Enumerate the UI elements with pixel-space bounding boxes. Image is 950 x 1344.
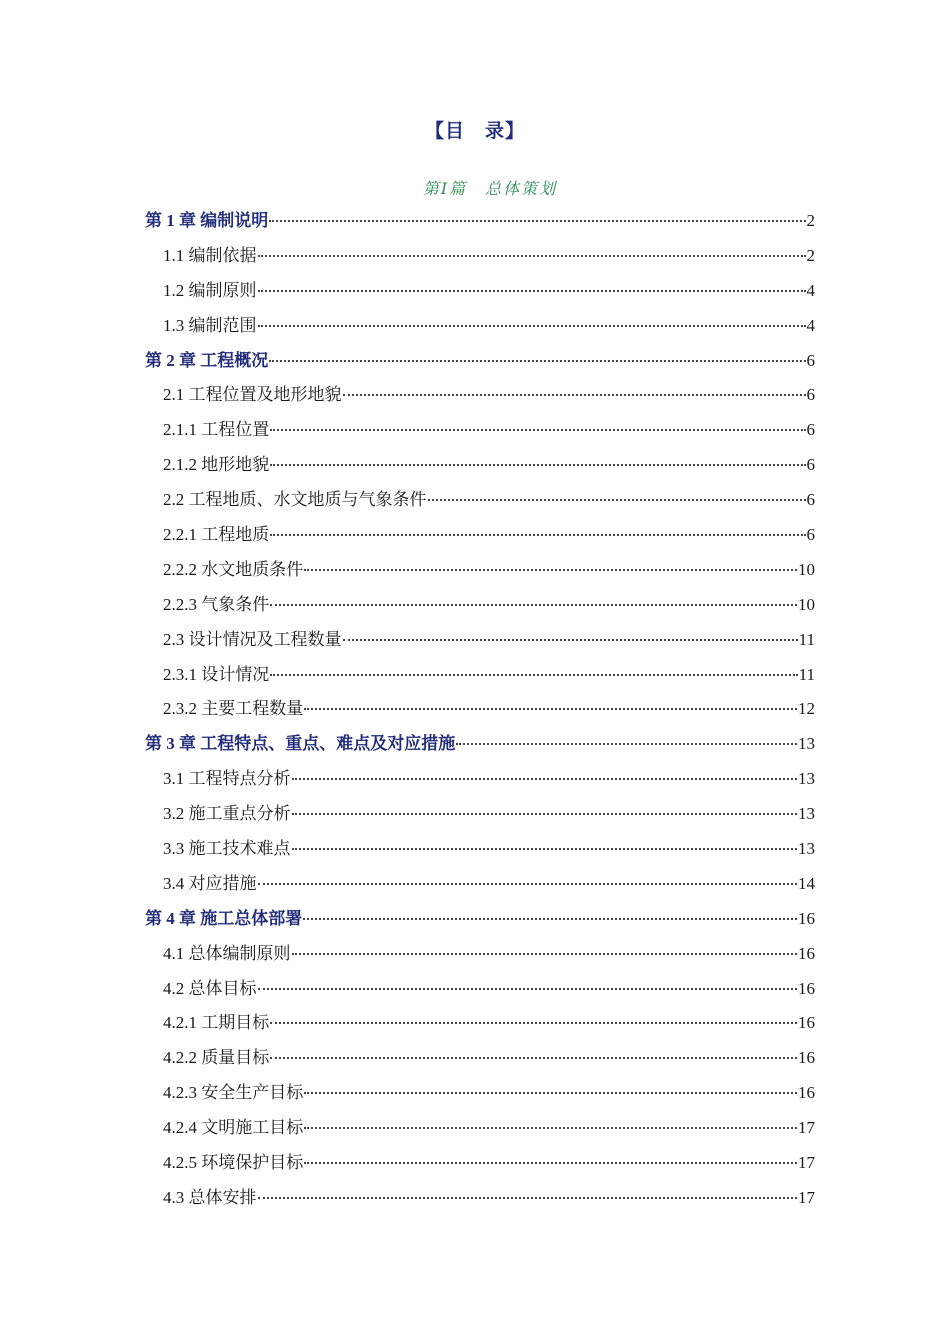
toc-dot-leader: [258, 324, 806, 327]
toc-page-number: 6: [806, 420, 815, 440]
toc-dot-leader: [304, 1126, 797, 1129]
toc-page-number: 4: [806, 280, 815, 300]
toc-page-number: 16: [798, 978, 815, 998]
toc-entry-label: 2.3.2 主要工程数量: [163, 699, 304, 719]
part-title: 第Ⅰ篇 总体策划: [422, 181, 558, 198]
toc-entry-label: 3.1 工程特点分析: [163, 769, 291, 789]
toc-chapter-entry[interactable]: [145, 344, 815, 379]
toc-dot-leader: [304, 707, 797, 710]
toc-entry-label: 1.3 编制范围: [163, 315, 257, 335]
toc-section-entry[interactable]: [145, 797, 815, 832]
toc-page-number: 6: [806, 350, 815, 370]
toc-dot-leader: [456, 742, 797, 745]
toc-page-number: 6: [806, 490, 815, 510]
toc-dot-leader: [270, 1021, 797, 1024]
toc-entry-label: 第 3 章 工程特点、重点、难点及对应措施: [145, 734, 456, 754]
toc-page-number: 10: [798, 559, 815, 579]
toc-dot-leader: [292, 777, 798, 780]
toc-entry-label: 2.2.1 工程地质: [163, 525, 270, 545]
toc-dot-leader: [270, 1056, 797, 1059]
toc-section-entry[interactable]: [145, 239, 815, 274]
toc-entry-label: 4.2.5 环境保护目标: [163, 1153, 304, 1173]
toc-page-number: 6: [806, 385, 815, 405]
toc-section-entry[interactable]: [145, 1181, 815, 1216]
toc-dot-leader: [304, 1161, 797, 1164]
toc-heading: 【目 录】: [424, 121, 525, 142]
toc-dot-leader: [428, 498, 806, 501]
toc-section-entry[interactable]: [145, 937, 815, 972]
toc-dot-leader: [270, 428, 805, 431]
toc-section-entry[interactable]: [145, 692, 815, 727]
table-of-contents: [145, 204, 815, 1216]
toc-entry-label: 1.1 编制依据: [163, 245, 257, 265]
toc-chapter-entry[interactable]: [145, 727, 815, 762]
toc-dot-leader: [343, 638, 798, 641]
toc-chapter-entry[interactable]: [145, 204, 815, 239]
toc-page-number: 14: [798, 873, 815, 893]
toc-dot-leader: [292, 847, 798, 850]
toc-page-number: 16: [798, 1048, 815, 1068]
toc-entry-label: 4.2 总体目标: [163, 978, 257, 998]
toc-page-number: 17: [798, 1118, 815, 1138]
toc-dot-leader: [258, 987, 798, 990]
toc-section-entry[interactable]: [145, 867, 815, 902]
toc-page-number: 16: [798, 908, 815, 928]
toc-entry-label: 第 2 章 工程概况: [145, 350, 269, 370]
toc-entry-label: 3.2 施工重点分析: [163, 804, 291, 824]
toc-section-entry[interactable]: [145, 623, 815, 658]
toc-page-number: 16: [798, 943, 815, 963]
toc-dot-leader: [258, 289, 806, 292]
toc-page-number: 2: [806, 245, 815, 265]
toc-dot-leader: [269, 219, 805, 222]
toc-entry-label: 2.3.1 设计情况: [163, 664, 270, 684]
toc-dot-leader: [269, 359, 805, 362]
toc-entry-label: 4.2.2 质量目标: [163, 1048, 270, 1068]
toc-section-entry[interactable]: [145, 658, 815, 693]
toc-entry-label: 2.2 工程地质、水文地质与气象条件: [163, 490, 427, 510]
toc-entry-label: 2.1.2 地形地貌: [163, 455, 270, 475]
toc-section-entry[interactable]: [145, 309, 815, 344]
toc-dot-leader: [304, 568, 797, 571]
toc-section-entry[interactable]: [145, 553, 815, 588]
toc-entry-label: 3.4 对应措施: [163, 873, 257, 893]
toc-section-entry[interactable]: [145, 588, 815, 623]
toc-dot-leader: [343, 393, 806, 396]
toc-section-entry[interactable]: [145, 1111, 815, 1146]
toc-page-number: 11: [798, 629, 815, 649]
toc-entry-label: 第 1 章 编制说明: [145, 211, 269, 230]
toc-entry-label: 2.2.3 气象条件: [163, 594, 270, 614]
toc-entry-label: 2.1.1 工程位置: [163, 420, 270, 440]
toc-dot-leader: [303, 917, 797, 920]
toc-dot-leader: [258, 882, 798, 885]
toc-entry-label: 3.3 施工技术难点: [163, 839, 291, 859]
toc-page-number: 16: [798, 1013, 815, 1033]
toc-entry-label: 第 4 章 施工总体部署: [145, 908, 303, 928]
toc-page-number: 2: [806, 211, 815, 230]
toc-page-number: 13: [798, 839, 815, 859]
toc-dot-leader: [270, 533, 805, 536]
toc-dot-leader: [270, 673, 797, 676]
toc-entry-label: 4.2.1 工期目标: [163, 1013, 270, 1033]
toc-section-entry[interactable]: [145, 1006, 815, 1041]
toc-page-number: 11: [798, 664, 815, 684]
toc-section-entry[interactable]: [145, 1076, 815, 1111]
toc-section-entry[interactable]: [145, 832, 815, 867]
toc-dot-leader: [292, 812, 798, 815]
toc-section-entry[interactable]: [145, 274, 815, 309]
toc-page-number: 12: [798, 699, 815, 719]
toc-page-number: 6: [806, 525, 815, 545]
toc-entry-label: 2.1 工程位置及地形地貌: [163, 385, 342, 405]
toc-entry-label: 4.2.3 安全生产目标: [163, 1083, 304, 1103]
toc-page-number: 4: [806, 315, 815, 335]
toc-page-number: 13: [798, 734, 815, 754]
toc-entry-label: 2.3 设计情况及工程数量: [163, 629, 342, 649]
toc-entry-label: 4.1 总体编制原则: [163, 943, 291, 963]
toc-dot-leader: [270, 603, 797, 606]
toc-page-number: 16: [798, 1083, 815, 1103]
toc-section-entry[interactable]: [145, 1146, 815, 1181]
toc-dot-leader: [258, 1196, 798, 1199]
toc-page-number: 17: [798, 1153, 815, 1173]
toc-dot-leader: [258, 254, 806, 257]
toc-page-number: 6: [806, 455, 815, 475]
toc-dot-leader: [270, 463, 805, 466]
toc-section-entry[interactable]: [145, 972, 815, 1007]
toc-page-number: 10: [798, 594, 815, 614]
toc-entry-label: 4.2.4 文明施工目标: [163, 1118, 304, 1138]
toc-section-entry[interactable]: [145, 483, 815, 518]
toc-entry-label: 1.2 编制原则: [163, 280, 257, 300]
toc-page-number: 13: [798, 769, 815, 789]
toc-section-entry[interactable]: [145, 1041, 815, 1076]
toc-section-entry[interactable]: [145, 518, 815, 553]
toc-dot-leader: [304, 1091, 797, 1094]
toc-section-entry[interactable]: [145, 762, 815, 797]
toc-entry-label: 4.3 总体安排: [163, 1187, 257, 1207]
toc-entry-label: 2.2.2 水文地质条件: [163, 559, 304, 579]
toc-dot-leader: [292, 952, 798, 955]
toc-section-entry[interactable]: [145, 378, 815, 413]
toc-page-number: 13: [798, 804, 815, 824]
toc-section-entry[interactable]: [145, 413, 815, 448]
toc-section-entry[interactable]: [145, 448, 815, 483]
toc-chapter-entry[interactable]: [145, 902, 815, 937]
toc-page-number: 17: [798, 1187, 815, 1207]
